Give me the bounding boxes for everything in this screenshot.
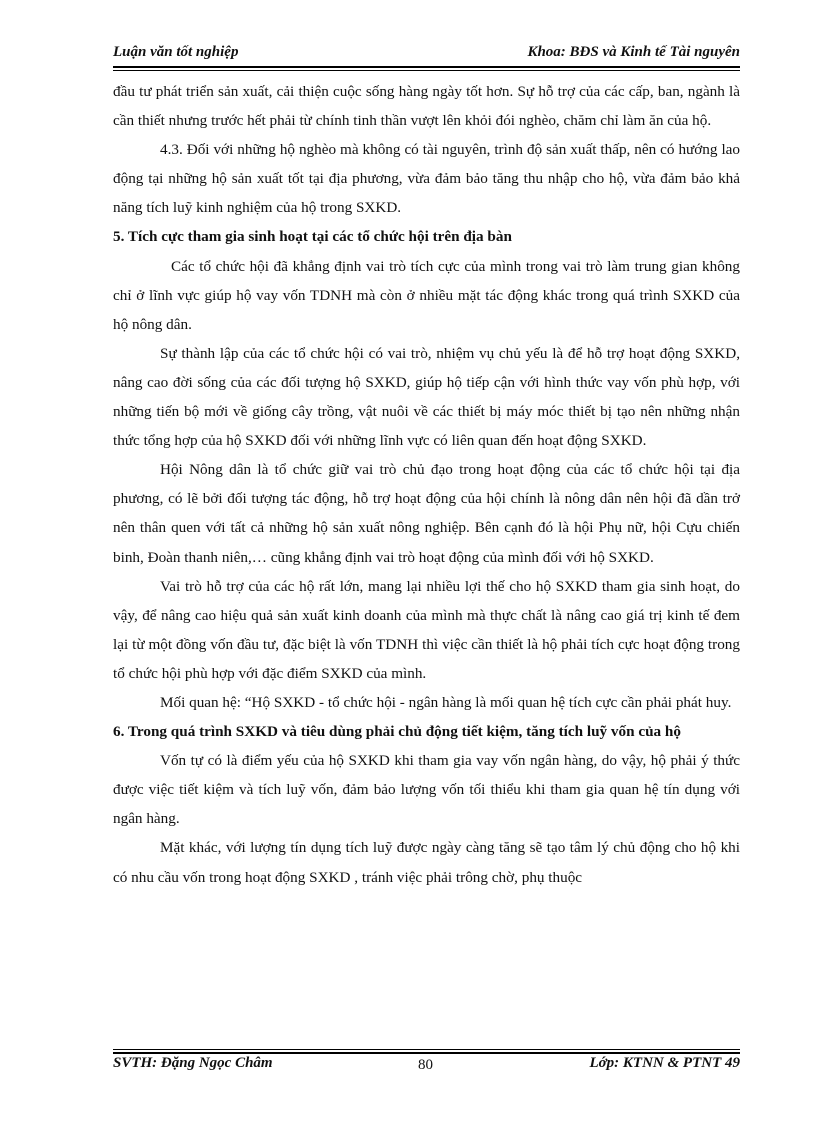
paragraph: Vai trò hỗ trợ của các hộ rất lớn, mang lại nhiều lợi thế cho hộ SXKD tham gia sinh hoạt, do vậy, để nâng cao hiệu quả sản xuất kinh doanh của mình mà thực chất là nâng cao giá trị kinh tế đem lại từ một đồng vốn đầu tư, đặc biệt là vốn TDNH thì việc cần thiết là hộ phải tích cực hoạt động trong tổ chức hội phù hợp với đặc điểm SXKD của mình.	[113, 577, 740, 682]
paragraph-continued: đầu tư phát triển sản xuất, cải thiện cuộc sống hàng ngày tốt hơn. Sự hỗ trợ của các cấp, ban, ngành là cần thiết nhưng trước hết phải từ chính tinh thần vượt lên khỏi đói nghèo, chăm chỉ làm ăn của hộ.	[113, 83, 740, 130]
paragraph: Mặt khác, với lượng tín dụng tích luỹ được ngày càng tăng sẽ tạo tâm lý chủ động cho hộ khi có nhu cầu vốn trong hoạt động SXKD , tránh việc phải trông chờ, phụ thuộc	[113, 839, 740, 886]
footer-class: Lớp: KTNN & PTNT 49	[589, 1055, 740, 1071]
paragraph: Mối quan hệ: “Hộ SXKD - tổ chức hội - ngân hàng là mối quan hệ tích cực cần phải phát huy.	[160, 693, 732, 711]
page-footer	[113, 1055, 740, 1077]
header-thesis-label: Luận văn tốt nghiệp	[113, 44, 239, 60]
header-rule-thin	[113, 70, 740, 71]
footer-rule-thin	[113, 1049, 740, 1050]
page-header	[113, 44, 740, 66]
footer-rule	[113, 1052, 740, 1054]
paragraph: Vốn tự có là điểm yếu của hộ SXKD khi tham gia vay vốn ngân hàng, do vậy, hộ phải ý thức được việc tiết kiệm và tích luỹ vốn, đảm bảo lượng vốn tối thiểu khi tham gia quan hệ tín dụng với ngân hàng.	[113, 752, 740, 828]
header-faculty-label: Khoa: BĐS và Kinh tế Tài nguyên	[527, 44, 740, 60]
page-number: 80	[418, 1057, 433, 1073]
footer-author: SVTH: Đặng Ngọc Châm	[113, 1055, 273, 1071]
paragraph: Hội Nông dân là tổ chức giữ vai trò chủ đạo trong hoạt động của các tổ chức hội tại địa phương, có lẽ bởi đối tượng tác động, hỗ trợ hoạt động của hội chính là nông dân nên hội đã dần trở nên thân quen với tất cả những hộ sản xuất nông nghiệp. Bên cạnh đó là hội Phụ nữ, hội Cựu chiến binh, Đoàn thanh niên,… cũng khẳng định vai trò hoạt động của mình đối với hộ SXKD.	[113, 461, 740, 566]
paragraph: Các tổ chức hội đã khẳng định vai trò tích cực của mình trong vai trò làm trung gian không chỉ ở lĩnh vực giúp hộ vay vốn TDNH mà còn ở nhiều mặt tác động khác trong quá trình SXKD của hộ nông dân.	[113, 257, 740, 333]
paragraph-4-3: 4.3. Đối với những hộ nghèo mà không có tài nguyên, trình độ sản xuất thấp, nên có hướng lao động tại những hộ sản xuất tốt tại địa phương, vừa đảm bảo tăng thu nhập cho hộ, vừa đảm bảo khả năng tích luỹ kinh nghiệm của hộ trong SXKD.	[113, 141, 740, 217]
header-rule	[113, 66, 740, 68]
section-heading-5: 5. Tích cực tham gia sinh hoạt tại các tổ chức hội trên địa bàn	[113, 228, 512, 246]
section-heading-6: 6. Trong quá trình SXKD và tiêu dùng phải chủ động tiết kiệm, tăng tích luỹ vốn của hộ	[113, 723, 681, 741]
paragraph: Sự thành lập của các tổ chức hội có vai trò, nhiệm vụ chủ yếu là để hỗ trợ hoạt động SXKD, nâng cao đời sống của các đối tượng hộ SXKD, giúp hộ tiếp cận với hình thức vay vốn phù hợp, với những tiến bộ mới về giống cây trồng, vật nuôi về các thiết bị máy móc thiết bị tạo nên những nhận thức tổng hợp của hộ SXKD đối với những lĩnh vực có liên quan đến hoạt động SXKD.	[113, 344, 740, 450]
page-body	[113, 77, 740, 892]
